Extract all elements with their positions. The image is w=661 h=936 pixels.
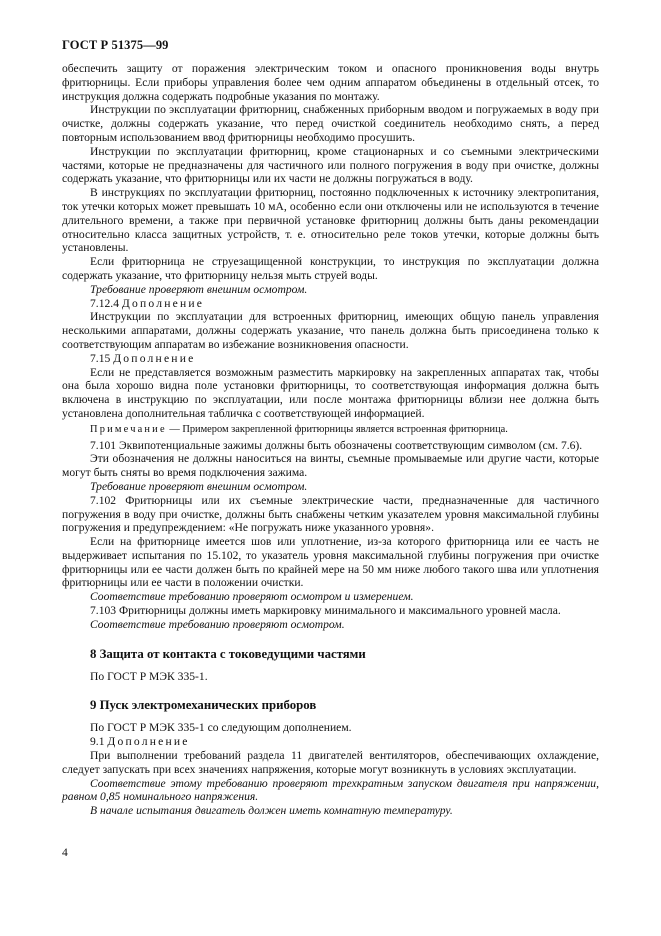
clause-heading — [62, 297, 599, 311]
requirement-check: Требование проверяют внешним осмотром. — [90, 479, 308, 493]
paragraph: Инструкции по эксплуатации фритюрниц, снабженных приборным вводом и погружаемых в воду при очистке, должны содержать указание, что перед очисткой соединитель необходимо снять, а перед повторным использованием ввод фритюрницы необходимо просушить. — [62, 103, 599, 144]
clause-label: Дополнение — [121, 296, 205, 310]
paragraph: Если на фритюрнице имеется шов или уплотнение, из-за которого фритюрница или ее часть не выдерживает испытания по 15.102, то указатель уровня максимальной глубины погружения при очистке фритюрницы или ее части должен быть по крайней мере на 50 мм ниже любого такого шва или уплотнения фритюрницы или ее части в положении очистки. — [62, 535, 599, 590]
requirement-check: В начале испытания двигатель должен иметь комнатную температуру. — [90, 804, 453, 818]
paragraph: По ГОСТ Р МЭК 335-1 со следующим дополнением. — [90, 721, 352, 735]
paragraph: 7.101 Эквипотенциальные зажимы должны быть обозначены соответствующим символом (см. 7.6). — [90, 438, 583, 452]
paragraph: обеспечить защиту от поражения электрическим током и опасного проникновения воды внутрь фритюрницы. Если приборы управления более чем одним аппаратом объединены в отдельный отсек, то инструкция должна содержать подробные указания по монтажу. — [62, 62, 599, 103]
paragraph: При выполнении требований раздела 11 двигателей вентиляторов, обеспечивающих охлаждение, следует запускать при всех значениях напряжения, которые могут возникнуть в условиях эксплуатации. — [62, 749, 599, 776]
document-body — [62, 62, 599, 818]
note-text: — Примером закрепленной фритюрницы является встроенная фритюрница. — [166, 423, 508, 435]
section-8-heading: 8 Защита от контакта с токоведущими частями — [90, 646, 366, 661]
clause-number: 9.1 — [90, 735, 105, 749]
paragraph: 7.103 Фритюрницы должны иметь маркировку минимального и максимального уровней масла. — [90, 604, 561, 618]
paragraph: Инструкции по эксплуатации для встроенных фритюрниц, имеющих общую панель управления несколькими аппаратами, должны содержать указание, что панель должна быть присоединена только к соответствующим аппаратам во избежание возникновения опасности. — [62, 310, 599, 351]
clause-label: Дополнение — [113, 351, 196, 365]
paragraph: Инструкции по эксплуатации фритюрниц, кроме стационарных и со съемными электрическими частями, которые не предназначены для частичного или полного погружения в воду при очистке, должны содержать указание, что фритюрницы или их части не должны погружаться в воду. — [62, 144, 599, 186]
clause-label: Дополнение — [107, 735, 190, 749]
section-9-heading: 9 Пуск электромеханических приборов — [90, 698, 317, 713]
note-label: Примечание — [90, 423, 167, 435]
clause-heading — [62, 735, 599, 749]
requirement-check: Соответствие требованию проверяют осмотром. — [90, 617, 345, 631]
paragraph: Если не представляется возможным разместить маркировку на закрепленных аппаратах так, чтобы она была хорошо видна поле установки фритюрницы, то соответствующая информация должна быть включена в инструкцию по эксплуатации, или после монтажа фритюрницы вблизи нее должна быть установлена дополнительная табличка с соответствующей информацией. — [62, 365, 599, 420]
document-header: ГОСТ Р 51375—99 — [62, 38, 169, 52]
clause-number: 7.15 — [90, 351, 111, 365]
paragraph: Если фритюрница не струезащищенной конструкции, то инструкция по эксплуатации должна содержать указание, что фритюрницу нельзя мыть струей воды. — [62, 255, 599, 282]
requirement-check: Требование проверяют внешним осмотром. — [90, 282, 308, 296]
note — [62, 423, 599, 437]
paragraph: По ГОСТ Р МЭК 335-1. — [90, 669, 208, 683]
requirement-check: Соответствие этому требованию проверяют трехкратным запуском двигателя при напряжении, равном 0,85 номинального напряжения. — [62, 776, 599, 804]
requirement-check: Соответствие требованию проверяют осмотром и измерением. — [90, 590, 414, 604]
page-number: 4 — [62, 846, 68, 859]
paragraph: В инструкциях по эксплуатации фритюрниц, постоянно подключенных к источнику электропитания, ток утечки которых может превышать 10 мА, особенно если они отключены или не используются в течение длительного времени, а также при первичной установке фритюрниц должны быть даны рекомендации относительно класса защитных устройств, т. е. относительно реле токов утечки, которые должны быть установлены. — [62, 186, 599, 255]
paragraph: Эти обозначения не должны наноситься на винты, съемные промываемые или другие части, которые могут быть сняты во время подключения зажима. — [62, 452, 599, 480]
clause-heading — [62, 352, 599, 366]
paragraph: 7.102 Фритюрницы или их съемные электрические части, предназначенные для частичного погружения в воду при очистке, должны быть снабжены четким указателем уровня максимальной глубины погружения и предупреждением: «Не погружать ниже указанного уровня». — [62, 493, 599, 535]
clause-number: 7.12.4 — [90, 296, 119, 310]
